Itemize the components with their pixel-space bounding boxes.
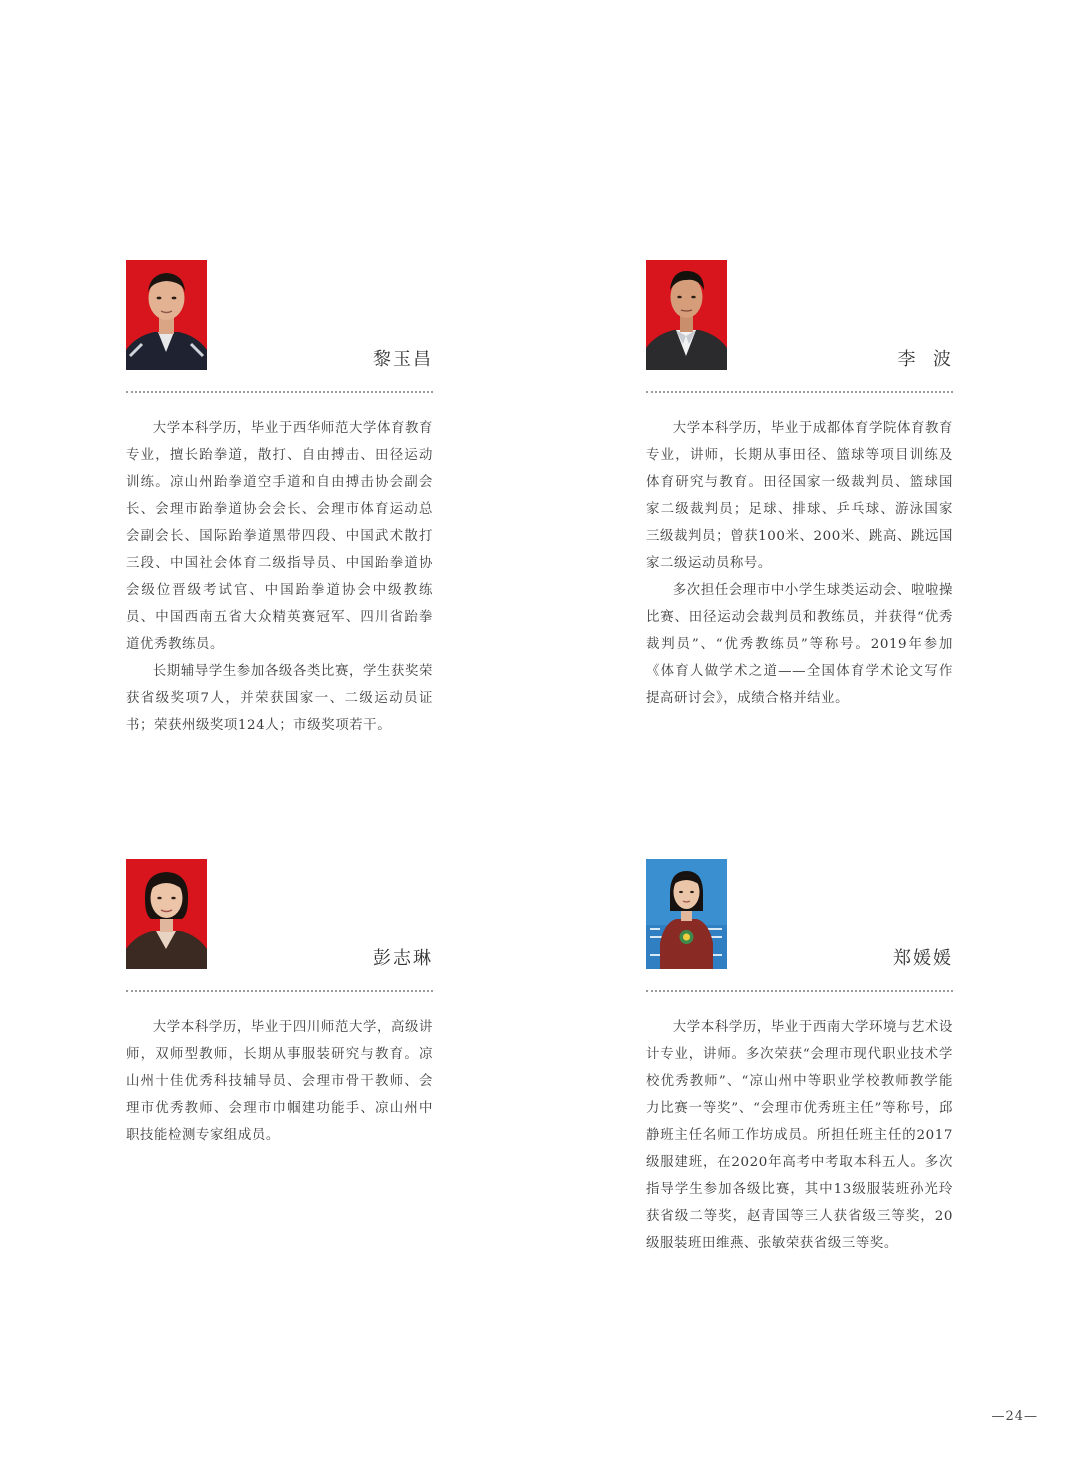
dotted-divider	[126, 391, 433, 393]
portrait-photo	[646, 859, 727, 969]
dotted-divider	[646, 990, 953, 992]
portrait-photo	[126, 859, 207, 969]
dotted-divider	[646, 391, 953, 393]
bio-paragraph: 大学本科学历，毕业于四川师范大学，高级讲师，双师型教师，长期从事服装研究与教育。凉山州十佳优秀科技辅导员、会理市骨干教师、会理市优秀教师、会理市巾帼建功能手、凉山州中职技能检测专家组成员。	[126, 1020, 433, 1143]
portrait-photo	[126, 260, 207, 370]
bio-paragraph: 大学本科学历，毕业于成都体育学院体育教育专业，讲师，长期从事田径、篮球等项目训练及体育研究与教育。田径国家一级裁判员、篮球国家二级裁判员；足球、排球、乒乓球、游泳国家三级裁判员；曾获100米、200米、跳高、跳远国家二级运动员称号。	[646, 421, 953, 571]
teacher-profile-li-yuchang	[126, 260, 433, 739]
teacher-profile-li-bo	[646, 260, 953, 712]
bio-paragraph: 大学本科学历，毕业于西华师范大学体育教育专业，擅长跆拳道，散打、自由搏击、田径运动训练。凉山州跆拳道空手道和自由搏击协会副会长、会理市跆拳道协会会长、会理市体育运动总会副会长、国际跆拳道黑带四段、中国武术散打三段、中国社会体育二级指导员、中国跆拳道协会级位晋级考试官、中国跆拳道协会中级教练员、中国西南五省大众精英赛冠军、四川省跆拳道优秀教练员。	[126, 421, 433, 652]
teacher-biography	[126, 1014, 433, 1149]
teacher-name: 郑媛媛	[893, 948, 953, 969]
teacher-name: 李 波	[897, 349, 953, 370]
teacher-profile-peng-zhilin	[126, 859, 433, 1149]
teacher-biography	[126, 415, 433, 739]
page-number: —24—	[991, 1409, 1038, 1424]
profile-header	[126, 260, 433, 371]
bio-paragraph: 多次担任会理市中小学生球类运动会、啦啦操比赛、田径运动会裁判员和教练员，并获得“优秀裁判员”、“优秀教练员”等称号。2019年参加《体育人做学术之道——全国体育学术论文写作提高研讨会》，成绩合格并结业。	[646, 583, 953, 706]
bio-paragraph: 长期辅导学生参加各级各类比赛，学生获奖荣获省级奖项7人，并荣获国家一、二级运动员证书；荣获州级奖项124人；市级奖项若干。	[126, 664, 433, 733]
teacher-name: 黎玉昌	[373, 349, 433, 370]
profile-header	[646, 260, 953, 371]
teacher-biography	[646, 1014, 953, 1257]
teacher-name: 彭志琳	[373, 948, 433, 969]
portrait-photo	[646, 260, 727, 370]
profile-header	[646, 859, 953, 970]
teacher-profile-zheng-yuanyuan	[646, 859, 953, 1257]
profile-header	[126, 859, 433, 970]
teacher-biography	[646, 415, 953, 712]
dotted-divider	[126, 990, 433, 992]
bio-paragraph: 大学本科学历，毕业于西南大学环境与艺术设计专业，讲师。多次荣获“会理市现代职业技术学校优秀教师”、“凉山州中等职业学校教师教学能力比赛一等奖”、“会理市优秀班主任”等称号，邱静班主任名师工作坊成员。所担任班主任的2017级服建班，在2020年高考中考取本科五人。多次指导学生参加各级比赛，其中13级服装班孙光玲获省级二等奖，赵青国等三人获省级三等奖，20级服装班田维燕、张敏荣获省级三等奖。	[646, 1020, 953, 1251]
